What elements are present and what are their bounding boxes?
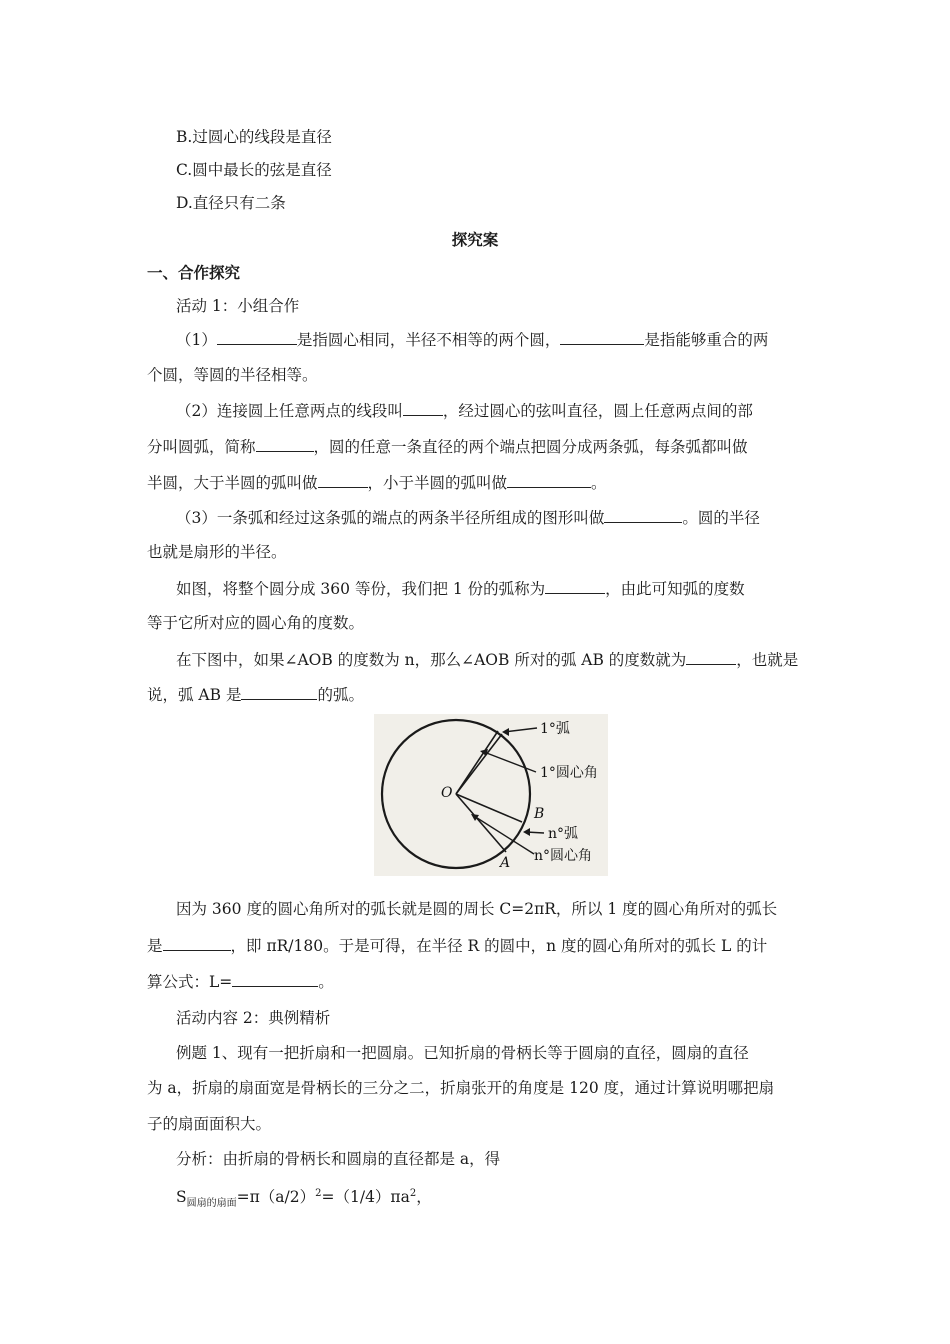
formula-line: [176, 1186, 432, 1208]
blank-equal-circles[interactable]: [560, 328, 644, 345]
blank-chord[interactable]: [403, 399, 443, 416]
paragraph-6: 因为 360 度的圆心角所对的弧长就是圆的周长 C=2πR，所以 1 度的圆心角所对的弧长: [176, 900, 778, 918]
p2-line3-b: ，小于半圆的弧叫做: [367, 474, 508, 492]
p5-line2-a: 说，弧 AB 是: [147, 686, 242, 704]
blank-arc-ab[interactable]: [241, 683, 317, 700]
blank-sector[interactable]: [604, 506, 682, 523]
paragraph-6-line2: [147, 934, 767, 957]
p2-text-b: ，经过圆心的弦叫直径，圆上任意两点间的部: [442, 402, 753, 420]
radius-oa: [456, 794, 506, 852]
paragraph-3: [176, 506, 760, 529]
radius-2: [456, 731, 498, 794]
arrowhead-n-arc: [523, 828, 530, 836]
p2-line2-a: 分叫圆弧，简称: [147, 438, 256, 456]
p5-text-a: 在下图中，如果∠AOB 的度数为 n，那么∠AOB 所对的弧 AB 的度数就为: [176, 651, 687, 669]
formula-rest: =（1/4）πa: [321, 1188, 410, 1206]
p1-end: 是指能够重合的两: [644, 331, 769, 349]
p5-line2-b: 的弧。: [317, 686, 364, 704]
formula-superscript: 2: [315, 1187, 322, 1199]
blank-major-arc[interactable]: [318, 471, 368, 488]
circle-diagram: [374, 714, 608, 876]
p1-prefix: （1）: [176, 331, 217, 349]
p2-line3-a: 半圆，大于半圆的弧叫做: [147, 474, 318, 492]
p6-line3-a: 算公式：L=: [147, 973, 233, 991]
paragraph-4: [176, 577, 745, 600]
circle-arc-figure: [374, 714, 608, 876]
p2-text-a: （2）连接圆上任意两点的线段叫: [176, 402, 403, 420]
paragraph-4-line2: 等于它所对应的圆心角的度数。: [147, 614, 365, 632]
label-n-arc: n°弧: [548, 826, 579, 842]
label-n-angle: n°圆心角: [534, 848, 593, 864]
blank-arc-degree[interactable]: [686, 648, 736, 665]
example1-line3: 子的扇面面积大。: [147, 1115, 272, 1133]
label-1-angle: 1°圆心角: [540, 765, 598, 781]
p2-line2-b: ，圆的任意一条直径的两个端点把圆分成两条弧，每条弧都叫做: [313, 438, 748, 456]
blank-one-degree-arc-length[interactable]: [163, 934, 231, 951]
p5-text-b: ，也就是: [736, 651, 799, 669]
p3-text-b: 。圆的半径: [682, 509, 760, 527]
section-title: 探究案: [451, 230, 499, 249]
formula-s: S: [176, 1188, 187, 1206]
p4-text-b: ，由此可知弧的度数: [605, 580, 745, 598]
radius-ob: [456, 794, 522, 822]
label-a: A: [500, 855, 511, 871]
p4-text-a: 如图，将整个圆分成 360 等份，我们把 1 份的弧称为: [176, 580, 546, 598]
p3-text-a: （3）一条弧和经过这条弧的端点的两条半径所组成的图形叫做: [176, 509, 605, 527]
paragraph-3-line2: 也就是扇形的半径。: [147, 543, 287, 561]
label-1-arc: 1°弧: [540, 721, 570, 737]
paragraph-2-line2: [147, 435, 748, 458]
paragraph-1-line2: 个圆，等圆的半径相等。: [147, 366, 318, 384]
activity2-label: 活动内容 2：典例精析: [176, 1009, 331, 1027]
paragraph-6-line3: [147, 970, 334, 993]
example1-line2: 为 a，折扇的扇面宽是骨柄长的三分之二，折扇张开的角度是 120 度，通过计算说明哪把扇: [147, 1079, 775, 1097]
formula-end: ，: [416, 1188, 432, 1206]
blank-minor-arc[interactable]: [507, 471, 591, 488]
blank-concentric-circles[interactable]: [217, 328, 297, 345]
p6-line2-b: ，即 πR/180。于是可得，在半径 R 的圆中，n 度的圆心角所对的弧长 L 的计: [230, 937, 768, 955]
label-o: O: [441, 785, 453, 801]
activity1-label: 活动 1：小组合作: [176, 297, 300, 315]
option-b: B.过圆心的线段是直径: [176, 128, 332, 146]
p1-mid: 是指圆心相同，半径不相等的两个圆，: [296, 331, 561, 349]
blank-arc[interactable]: [256, 435, 314, 452]
option-c: C.圆中最长的弦是直径: [176, 161, 332, 179]
paragraph-1: [176, 328, 768, 351]
p6-line2-a: 是: [147, 937, 163, 955]
arrowhead-1-arc: [502, 728, 509, 736]
example1-line1: 例题 1、现有一把折扇和一把圆扇。已知折扇的骨柄长等于圆扇的直径，圆扇的直径: [176, 1044, 749, 1062]
analysis-line: 分析：由折扇的骨柄长和圆扇的直径都是 a，得: [176, 1150, 501, 1168]
paragraph-5-line2: [147, 683, 364, 706]
label-b: B: [534, 806, 545, 822]
formula-subscript: 圆扇的扇面: [186, 1198, 237, 1210]
arrow-1-angle: [484, 752, 536, 772]
blank-one-degree-arc[interactable]: [545, 577, 605, 594]
paragraph-2-line3: [147, 471, 607, 494]
paragraph-2: [176, 399, 753, 422]
blank-arc-length-formula[interactable]: [232, 970, 318, 987]
p6-line3-b: 。: [318, 973, 334, 991]
heading-cooperative-inquiry: 一、合作探究: [147, 263, 241, 282]
paragraph-5: [176, 648, 798, 671]
formula-main: =π（a/2）: [236, 1188, 316, 1206]
p2-line3-c: 。: [591, 474, 607, 492]
option-d: D.直径只有二条: [176, 194, 286, 212]
formula-superscript-2: 2: [409, 1187, 417, 1199]
